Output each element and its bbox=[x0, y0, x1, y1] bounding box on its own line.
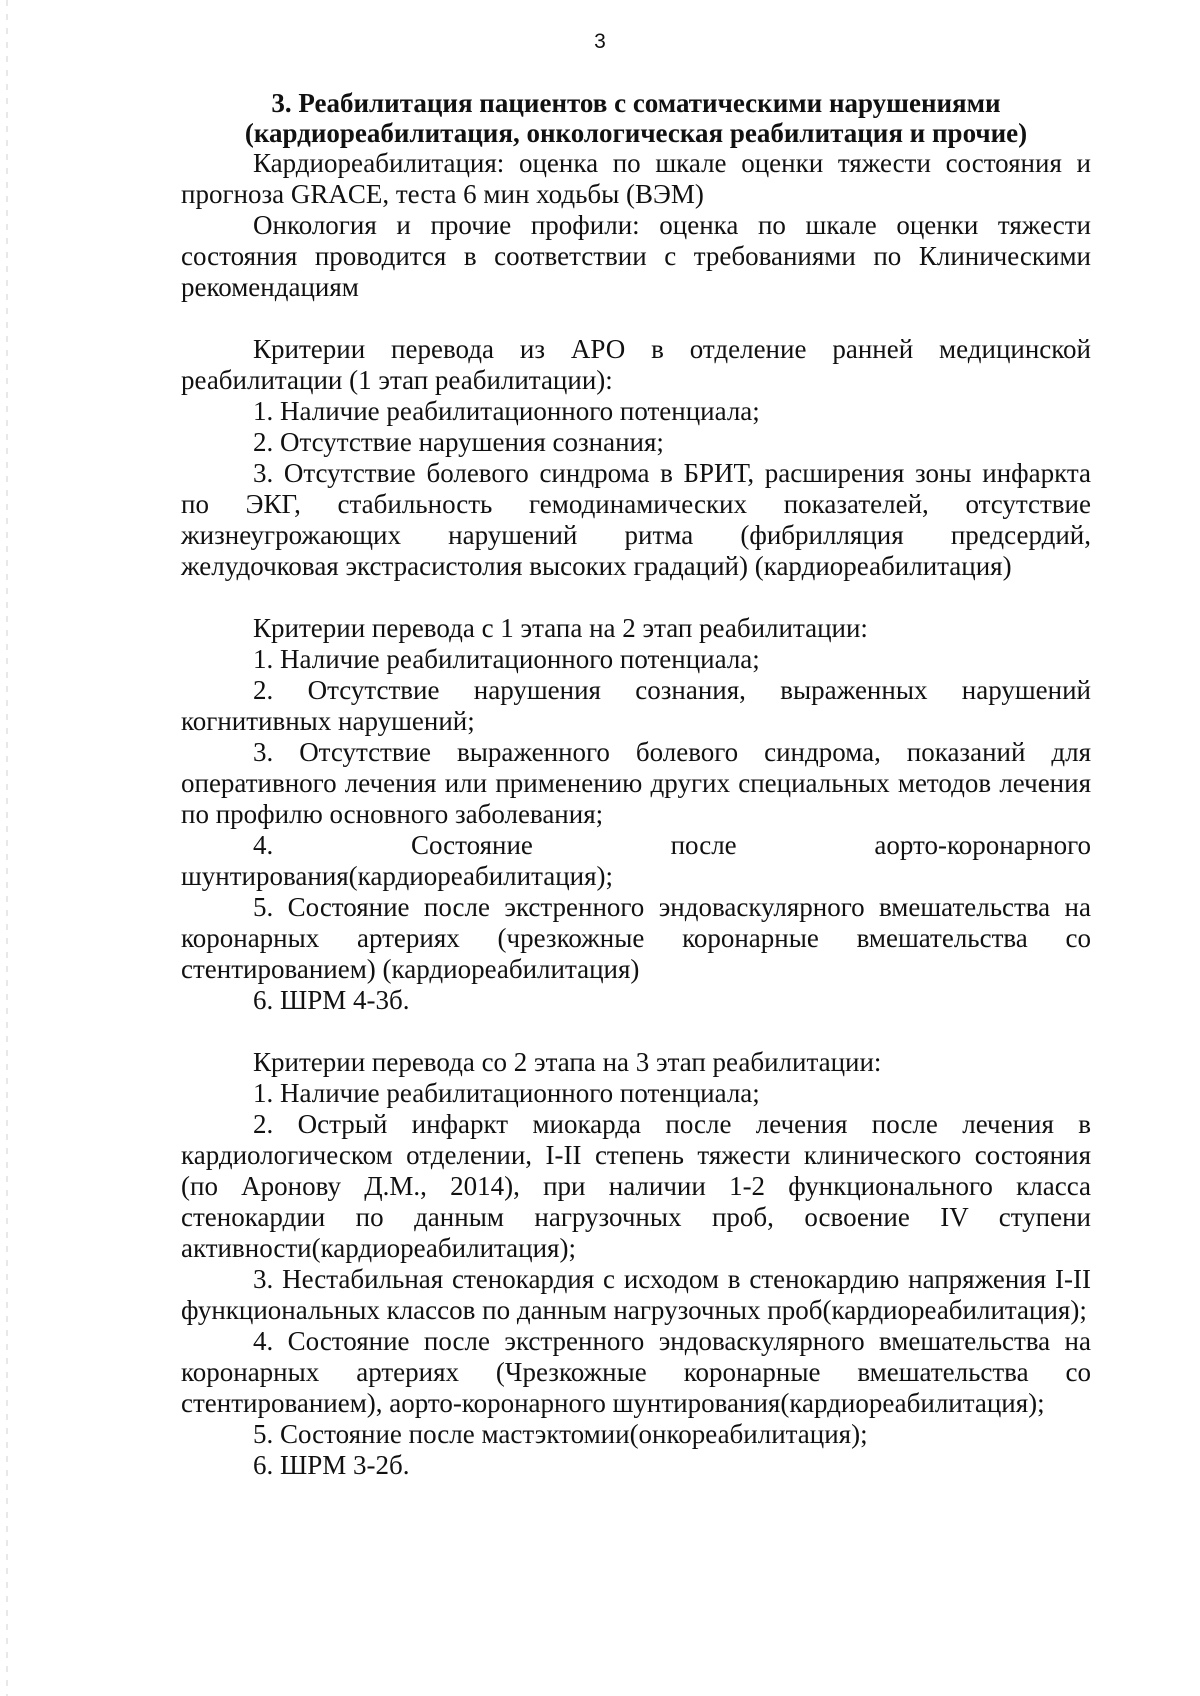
section2-title: Критерии перевода с 1 этапа на 2 этап реабилитации: bbox=[253, 613, 868, 643]
section2-item: 5. Состояние после экстренного эндоваскулярного вмешательства на коронарных артериях (чрезкожные коронарные вмешательства со стентированием) (кардиореабилитация) bbox=[181, 892, 1091, 984]
section3-item: 6. ШРМ 3-2б. bbox=[253, 1450, 410, 1480]
blank-line bbox=[181, 303, 1091, 334]
heading-line-2: (кардиореабилитация, онкологическая реабилитация и прочие) bbox=[244, 118, 1028, 148]
section2-item: 4. Состояние после аорто-коронарного шунтирования(кардиореабилитация); bbox=[181, 830, 1091, 891]
section3-title: Критерии перевода со 2 этапа на 3 этап реабилитации: bbox=[253, 1047, 882, 1077]
section3-item: 5. Состояние после мастэктомии(онкореабилитация); bbox=[253, 1419, 868, 1449]
section1-item: 1. Наличие реабилитационного потенциала; bbox=[253, 396, 760, 426]
heading-line-1: 3. Реабилитация пациентов с соматическими нарушениями bbox=[271, 88, 1001, 118]
blank-line bbox=[181, 1016, 1091, 1047]
intro-cardio-paragraph: Кардиореабилитация: оценка по шкале оценки тяжести состояния и прогноза GRACE, теста 6 мин ходьбы (ВЭМ) bbox=[181, 148, 1091, 209]
document-body bbox=[181, 88, 1091, 1481]
section2-item: 3. Отсутствие выраженного болевого синдрома, показаний для оперативного лечения или применению других специальных методов лечения по профилю основного заболевания; bbox=[181, 737, 1091, 829]
blank-line bbox=[181, 582, 1091, 613]
section3-item: 1. Наличие реабилитационного потенциала; bbox=[253, 1078, 760, 1108]
section3-item: 3. Нестабильная стенокардия с исходом в стенокардию напряжения I-II функциональных классов по данным нагрузочных проб(кардиореабилитация); bbox=[181, 1264, 1091, 1325]
intro-oncology-paragraph: Онкология и прочие профили: оценка по шкале оценки тяжести состояния проводится в соответствии с требованиями по Клиническими рекомендациям bbox=[181, 210, 1091, 302]
scan-edge-artifact bbox=[6, 0, 8, 1696]
section-heading bbox=[181, 88, 1091, 148]
section1-title: Критерии перевода из АРО в отделение ранней медицинской реабилитации (1 этап реабилитации): bbox=[181, 334, 1091, 395]
section2-item: 1. Наличие реабилитационного потенциала; bbox=[253, 644, 760, 674]
section2-item: 6. ШРМ 4-3б. bbox=[253, 985, 410, 1015]
section1-item: 3. Отсутствие болевого синдрома в БРИТ, расширения зоны инфаркта по ЭКГ, стабильность гемодинамических показателей, отсутствие жизнеугрожающих нарушений ритма (фибрилляция предсердий, желудочковая экстрасистолия высоких градаций) (кардиореабилитация) bbox=[181, 458, 1091, 581]
section3-item: 2. Острый инфаркт миокарда после лечения после лечения в кардиологическом отделении, I-II степень тяжести клинического состояния (по Аронову Д.М., 2014), при наличии 1-2 функционального класса стенокардии по данным нагрузочных проб, освоение IV ступени активности(кардиореабилитация); bbox=[181, 1109, 1091, 1263]
section2-item: 2. Отсутствие нарушения сознания, выраженных нарушений когнитивных нарушений; bbox=[181, 675, 1091, 736]
page-number: 3 bbox=[594, 30, 606, 53]
section3-item: 4. Состояние после экстренного эндоваскулярного вмешательства на коронарных артериях (Чрезкожные коронарные вмешательства со стентированием), аорто-коронарного шунтирования(кардиореабилитация); bbox=[181, 1326, 1091, 1418]
section1-item: 2. Отсутствие нарушения сознания; bbox=[253, 427, 664, 457]
